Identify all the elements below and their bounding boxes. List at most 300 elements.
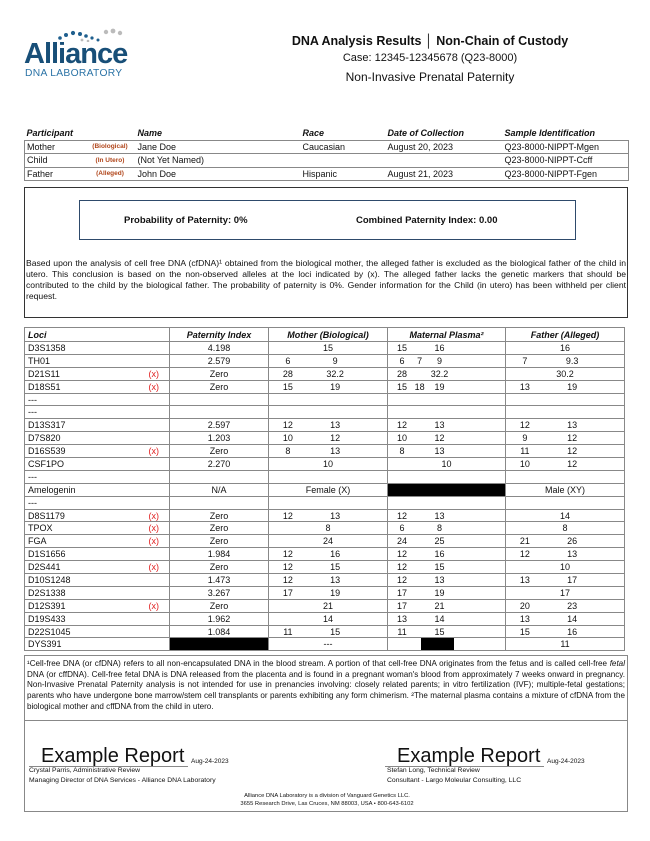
mother-allele: 13: [330, 575, 341, 586]
mother-allele: 21: [322, 600, 334, 611]
locus-cell: [25, 509, 170, 522]
locus-cell: [25, 393, 170, 406]
paternity-index: 1.203: [170, 432, 269, 445]
plasma-cell: [388, 599, 506, 612]
locus-name: D13S317: [28, 420, 66, 431]
mother-cell: [269, 535, 388, 548]
plasma-cell: [388, 380, 506, 393]
father-allele: 16: [559, 343, 571, 353]
father-cell: [506, 599, 625, 612]
father-allele: 17: [567, 575, 578, 586]
plasma-allele: 12: [397, 510, 408, 521]
participant-name: Jane Doe: [136, 140, 301, 154]
father-allele: 26: [567, 536, 578, 547]
plasma-allele: 32.2: [430, 368, 449, 379]
father-cell: [506, 496, 625, 509]
plasma-cell: [388, 406, 506, 419]
father-allele: 9.3: [565, 355, 579, 366]
plasma-cell: [388, 625, 506, 638]
mother-allele: 15: [282, 381, 293, 392]
participant-race: [301, 154, 386, 168]
father-allele: 8: [562, 523, 568, 534]
participant-sample: Q23-8000-NIPPT-Ccff: [503, 154, 629, 168]
locus-name: D1S1656: [28, 549, 66, 560]
loci-header: Maternal Plasma²: [388, 328, 506, 342]
paternity-index: Zero: [170, 522, 269, 535]
plasma-allele: 9: [436, 355, 442, 366]
signature-date-admin: Aug-24-2023: [191, 758, 229, 765]
loci-header: Paternity Index: [170, 328, 269, 342]
plasma-allele: 6: [399, 355, 405, 366]
father-allele: 19: [567, 381, 578, 392]
father-cell: [506, 445, 625, 458]
loci-header: Mother (Biological): [269, 328, 388, 342]
conclusion-text: Based upon the analysis of cell free DNA (cfDNA)¹ obtained from the biological mother, the alleged father is excluded as the biological father of the child in utero. This conclusion is based on the non-observed alleles at the loci indicated by (x). The alleged father lacks the genetic markers that should be contributed to the child by the biological father. The probability of paternity is 0%. Gender information for the Child (in utero) has been withheld per client request.: [26, 258, 626, 301]
exclusion-mark: (x): [148, 600, 159, 611]
locus-row: [25, 470, 625, 483]
participants-table: [24, 127, 629, 181]
plasma-allele: 13: [434, 510, 445, 521]
locus-row: [25, 599, 625, 612]
locus-cell: [25, 432, 170, 445]
mother-allele: 12: [282, 510, 293, 521]
locus-row: [25, 638, 625, 651]
father-allele: 12: [567, 433, 578, 444]
participant-race: Caucasian: [301, 140, 386, 154]
plasma-allele: 19: [434, 587, 445, 598]
locus-cell: [25, 612, 170, 625]
logo-subtitle: DNA LABORATORY: [25, 68, 123, 79]
locus-cell: [25, 638, 170, 651]
signature-date-technical: Aug-24-2023: [547, 758, 585, 765]
participant-row: [25, 140, 629, 154]
plasma-cell: [388, 367, 506, 380]
paternity-index-redacted: [170, 638, 269, 651]
plasma-allele: 7: [417, 355, 423, 366]
locus-row: [25, 445, 625, 458]
locus-row: [25, 522, 625, 535]
locus-cell: [25, 561, 170, 574]
locus-row: [25, 561, 625, 574]
mother-allele: 12: [282, 575, 293, 586]
paternity-index: Zero: [170, 561, 269, 574]
locus-row: [25, 458, 625, 471]
mother-allele: 12: [282, 420, 293, 431]
locus-cell: [25, 419, 170, 432]
mother-cell: [269, 432, 388, 445]
exclusion-mark: (x): [148, 523, 159, 534]
paternity-index: Zero: [170, 509, 269, 522]
mother-allele: 32.2: [326, 368, 344, 379]
father-allele: 17: [559, 587, 571, 598]
plasma-cell: [388, 342, 506, 355]
paternity-index: Zero: [170, 535, 269, 548]
mother-allele: 13: [330, 420, 341, 431]
plasma-cell: [388, 612, 506, 625]
mother-allele: 28: [282, 368, 293, 379]
locus-name: ---: [28, 394, 37, 405]
plasma-allele: 15: [397, 343, 408, 353]
mother-allele: 24: [322, 536, 334, 547]
alliance-logo: [22, 28, 142, 80]
participant-race: Hispanic: [301, 167, 386, 181]
paternity-index: [170, 393, 269, 406]
locus-name: ---: [28, 407, 37, 418]
father-cell: [506, 522, 625, 535]
loci-table: [24, 327, 625, 651]
locus-cell: [25, 548, 170, 561]
plasma-cell: [388, 354, 506, 367]
father-allele: 11: [520, 446, 530, 457]
paternity-index: Zero: [170, 380, 269, 393]
mother-allele: 15: [330, 562, 341, 573]
locus-name: D2S1338: [28, 587, 66, 598]
paternity-index: 3.267: [170, 586, 269, 599]
mother-allele: 9: [332, 355, 338, 366]
father-allele: 16: [567, 626, 578, 637]
mother-allele: 17: [282, 587, 293, 598]
mother-allele: Female (X): [305, 484, 351, 495]
locus-cell: [25, 599, 170, 612]
father-cell: [506, 406, 625, 419]
result-box: [79, 200, 576, 240]
father-allele: 7: [522, 355, 528, 366]
father-allele: 14: [567, 613, 578, 624]
locus-cell: [25, 586, 170, 599]
plasma-cell: [388, 561, 506, 574]
report-subtitle: Non-Invasive Prenatal Paternity: [345, 70, 515, 84]
locus-cell: [25, 458, 170, 471]
paternity-index: 1.084: [170, 625, 269, 638]
plasma-cell: [388, 638, 506, 651]
exclusion-mark: (x): [148, 562, 159, 573]
father-allele: 13: [519, 613, 530, 624]
locus-name: D8S1179: [28, 510, 65, 521]
plasma-allele: 17: [397, 600, 408, 611]
mother-cell: [269, 574, 388, 587]
father-allele: 12: [567, 446, 578, 457]
participants-header: [83, 127, 136, 140]
paternity-index: 1.984: [170, 548, 269, 561]
plasma-allele: 14: [434, 613, 445, 624]
exclusion-mark: (x): [148, 368, 159, 379]
locus-row: [25, 419, 625, 432]
plasma-redacted-block: [421, 638, 454, 650]
father-cell: [506, 393, 625, 406]
reviewer-name-technical: Stefan Long, Technical Review: [387, 767, 480, 774]
mother-cell: [269, 445, 388, 458]
father-allele: 21: [519, 536, 530, 547]
locus-name: ---: [28, 471, 37, 482]
paternity-index: 1.962: [170, 612, 269, 625]
plasma-allele: 24: [397, 536, 408, 547]
plasma-cell: [388, 522, 506, 535]
paternity-index: [170, 470, 269, 483]
locus-row: [25, 625, 625, 638]
signature-section: [24, 720, 628, 812]
father-cell: [506, 419, 625, 432]
father-cell: [506, 574, 625, 587]
paternity-index: Zero: [170, 599, 269, 612]
mother-allele: 8: [325, 523, 331, 534]
plasma-cell: [388, 586, 506, 599]
reviewer-title-technical: Consultant - Largo Moleular Consulting, LLC: [387, 777, 522, 784]
locus-name: D18S51: [28, 381, 61, 392]
exclusion-mark: (x): [148, 381, 159, 392]
mother-allele: ---: [323, 639, 333, 650]
case-number: Case: 12345-12345678 (Q23-8000): [342, 52, 518, 64]
locus-row: [25, 367, 625, 380]
footer-line-1: Alliance DNA Laboratory is a division of Vanguard Genetics LLC.: [244, 793, 410, 799]
probability-of-paternity: Probability of Paternity: 0%: [124, 215, 248, 226]
mother-allele: 15: [322, 343, 334, 353]
mother-allele: 10: [282, 433, 293, 444]
plasma-allele: 19: [434, 381, 445, 392]
plasma-allele: 13: [434, 446, 445, 457]
plasma-allele: 10: [441, 459, 452, 470]
locus-cell: [25, 496, 170, 509]
plasma-allele: 12: [397, 562, 408, 573]
mother-cell: [269, 419, 388, 432]
plasma-allele: 12: [397, 420, 408, 431]
participant-qualifier: (In Utero): [83, 154, 136, 168]
locus-cell: [25, 380, 170, 393]
plasma-allele: 13: [434, 575, 445, 586]
paternity-index: [170, 406, 269, 419]
locus-row: [25, 432, 625, 445]
locus-name: D12S391: [28, 600, 66, 611]
mother-cell: [269, 342, 388, 355]
participant-sample: Q23-8000-NIPPT-Fgen: [503, 167, 629, 181]
locus-cell: [25, 445, 170, 458]
father-cell: [506, 342, 625, 355]
plasma-allele: 13: [397, 613, 408, 624]
father-allele: 10: [559, 562, 571, 573]
plasma-allele: 21: [434, 600, 445, 611]
locus-row: [25, 586, 625, 599]
participants-header: Race: [302, 128, 325, 139]
father-cell: [506, 458, 625, 471]
participant-role: Child: [25, 154, 83, 168]
participant-sample: Q23-8000-NIPPT-Mgen: [503, 140, 629, 154]
father-allele: 14: [559, 510, 571, 521]
father-cell: [506, 367, 625, 380]
participants-header: Date of Collection: [387, 128, 465, 139]
mother-cell: [269, 522, 388, 535]
participant-role: Father: [25, 167, 83, 181]
locus-name: ---: [28, 497, 37, 508]
father-cell: [506, 354, 625, 367]
participant-date: August 20, 2023: [386, 140, 503, 154]
plasma-cell: [388, 470, 506, 483]
plasma-allele: 8: [436, 523, 442, 534]
mother-cell: [269, 496, 388, 509]
participant-qualifier: (Alleged): [83, 167, 136, 181]
plasma-cell: [388, 419, 506, 432]
mother-allele: 13: [330, 446, 341, 457]
locus-cell: [25, 470, 170, 483]
father-allele: 30.2: [556, 368, 574, 379]
paternity-index: Zero: [170, 367, 269, 380]
plasma-allele: 10: [397, 433, 408, 444]
mother-allele: 12: [282, 562, 293, 573]
signature-technical: Example Report: [385, 746, 544, 767]
exclusion-mark: (x): [148, 536, 159, 547]
locus-row: [25, 406, 625, 419]
mother-allele: 15: [330, 626, 341, 637]
mother-allele: 19: [330, 381, 341, 392]
plasma-cell: [388, 432, 506, 445]
locus-cell: [25, 483, 170, 496]
father-allele: Male (XY): [544, 484, 586, 495]
locus-name: TH01: [28, 355, 51, 366]
plasma-allele: 15: [434, 562, 445, 573]
mother-allele: 16: [330, 549, 341, 560]
mother-cell: [269, 458, 388, 471]
mother-cell: [269, 625, 388, 638]
plasma-allele: 15: [434, 626, 445, 637]
locus-name: DYS391: [28, 639, 62, 650]
locus-name: Amelogenin: [28, 484, 76, 495]
mother-allele: 8: [285, 446, 291, 457]
plasma-allele: 12: [397, 549, 408, 560]
father-allele: 20: [519, 600, 530, 611]
mother-cell: [269, 548, 388, 561]
mother-allele: 10: [322, 459, 334, 470]
mother-cell: [269, 612, 388, 625]
footnote: [24, 655, 628, 721]
locus-row: [25, 393, 625, 406]
plasma-cell: [388, 458, 506, 471]
mother-cell: [269, 638, 388, 651]
mother-cell: [269, 561, 388, 574]
footnote-text: ¹Cell-free DNA (or cfDNA) refers to all non-encapsulated DNA in the blood stream. A portion of that cell-free DNA originates from the fetus and is called cell-free: [27, 659, 610, 668]
mother-cell: [269, 586, 388, 599]
footer-line-2: 3655 Research Drive, Las Cruces, NM 88003, USA • 800-643-6102: [240, 801, 414, 807]
father-cell: [506, 509, 625, 522]
plasma-allele: 12: [434, 433, 445, 444]
locus-row: [25, 535, 625, 548]
paternity-index: 4.198: [170, 342, 269, 355]
plasma-allele: 8: [399, 446, 405, 457]
mother-cell: [269, 599, 388, 612]
locus-row: [25, 612, 625, 625]
locus-cell: [25, 574, 170, 587]
paternity-index: N/A: [170, 483, 269, 496]
participant-date: August 21, 2023: [386, 167, 503, 181]
plasma-cell: [388, 496, 506, 509]
participant-name: John Doe: [136, 167, 301, 181]
father-allele: 13: [567, 420, 578, 431]
reviewer-title-admin: Managing Director of DNA Services - Alliance DNA Laboratory: [29, 777, 216, 784]
father-allele: 10: [519, 459, 530, 470]
locus-name: D22S1045: [28, 626, 71, 637]
signature-admin: Example Report: [29, 746, 188, 767]
plasma-allele: 11: [397, 626, 407, 637]
plasma-cell: [388, 548, 506, 561]
loci-header: Loci: [25, 328, 170, 342]
father-cell: [506, 535, 625, 548]
father-allele: 15: [519, 626, 530, 637]
locus-row: [25, 354, 625, 367]
mother-allele: 12: [282, 549, 293, 560]
participants-header: Name: [137, 128, 163, 139]
summary-box: [24, 187, 628, 318]
locus-cell: [25, 522, 170, 535]
locus-name: D7S820: [28, 433, 61, 444]
participants-header: Sample Identification: [504, 128, 596, 139]
father-allele: 9: [522, 433, 528, 444]
paternity-index: Zero: [170, 445, 269, 458]
exclusion-mark: (x): [148, 510, 159, 521]
plasma-cell: [388, 535, 506, 548]
father-allele: 13: [519, 575, 530, 586]
report-title: DNA Analysis Results │ Non-Chain of Custody: [291, 34, 569, 48]
mother-allele: 12: [330, 433, 341, 444]
plasma-allele: 16: [434, 549, 445, 560]
locus-row: [25, 342, 625, 355]
plasma-allele: 15: [397, 381, 408, 392]
mother-allele: 11: [283, 626, 293, 637]
locus-cell: [25, 367, 170, 380]
locus-name: D19S433: [28, 613, 66, 624]
plasma-allele: 12: [397, 575, 408, 586]
participant-name: (Not Yet Named): [136, 154, 301, 168]
plasma-allele: 18: [414, 381, 425, 392]
father-cell: [506, 561, 625, 574]
paternity-index: 1.473: [170, 574, 269, 587]
locus-row: [25, 548, 625, 561]
combined-paternity-index: Combined Paternity Index: 0.00: [356, 215, 498, 226]
paternity-index: 2.270: [170, 458, 269, 471]
plasma-cell: [388, 574, 506, 587]
locus-name: D21S11: [28, 368, 60, 379]
locus-row: [25, 483, 625, 496]
reviewer-name-admin: Crystal Parris, Administrative Review: [29, 767, 141, 774]
locus-cell: [25, 625, 170, 638]
father-cell: [506, 625, 625, 638]
plasma-cell: [388, 445, 506, 458]
participant-qualifier: (Biological): [83, 140, 136, 154]
loci-header: Father (Alleged): [506, 328, 625, 342]
father-allele: 12: [519, 549, 530, 560]
locus-row: [25, 574, 625, 587]
plasma-allele: 17: [397, 587, 408, 598]
mother-allele: 6: [285, 355, 291, 366]
father-allele: 11: [560, 639, 570, 650]
locus-name: TPOX: [28, 523, 53, 534]
locus-cell: [25, 535, 170, 548]
father-allele: 13: [519, 381, 530, 392]
father-cell: [506, 483, 625, 496]
father-cell: [506, 638, 625, 651]
father-cell: [506, 432, 625, 445]
father-cell: [506, 380, 625, 393]
plasma-redacted: [388, 483, 506, 496]
plasma-allele: 6: [399, 523, 405, 534]
locus-name: D2S441: [28, 562, 61, 573]
footnote-fetal: fetal: [609, 659, 625, 668]
father-cell: [506, 470, 625, 483]
mother-allele: 14: [322, 613, 334, 624]
exclusion-mark: (x): [148, 446, 159, 457]
logo-wordmark: Alliance: [24, 38, 128, 70]
mother-cell: [269, 393, 388, 406]
plasma-allele: 25: [434, 536, 445, 547]
participant-row: [25, 154, 629, 168]
footnote-text-cont: DNA (or cffDNA). Cell-free fetal DNA is DNA released from the placenta and is found in a pregnant woman's blood from approximately 7 weeks onward in pregnancy. Non-Invasive Prenatal Paternity analysis is not intended for use in prenancies involving: closely related parents; in vitro fertilization (IVF); multiple-fetal gestations; parents who have undergone bone marrow/stem cell transplants or parents exhibiting any form chimerism. ²The maternal plasma contains a mixture of cfDNA from the biological mother and cffDNA from the child in utero.: [27, 669, 625, 711]
mother-cell: [269, 354, 388, 367]
